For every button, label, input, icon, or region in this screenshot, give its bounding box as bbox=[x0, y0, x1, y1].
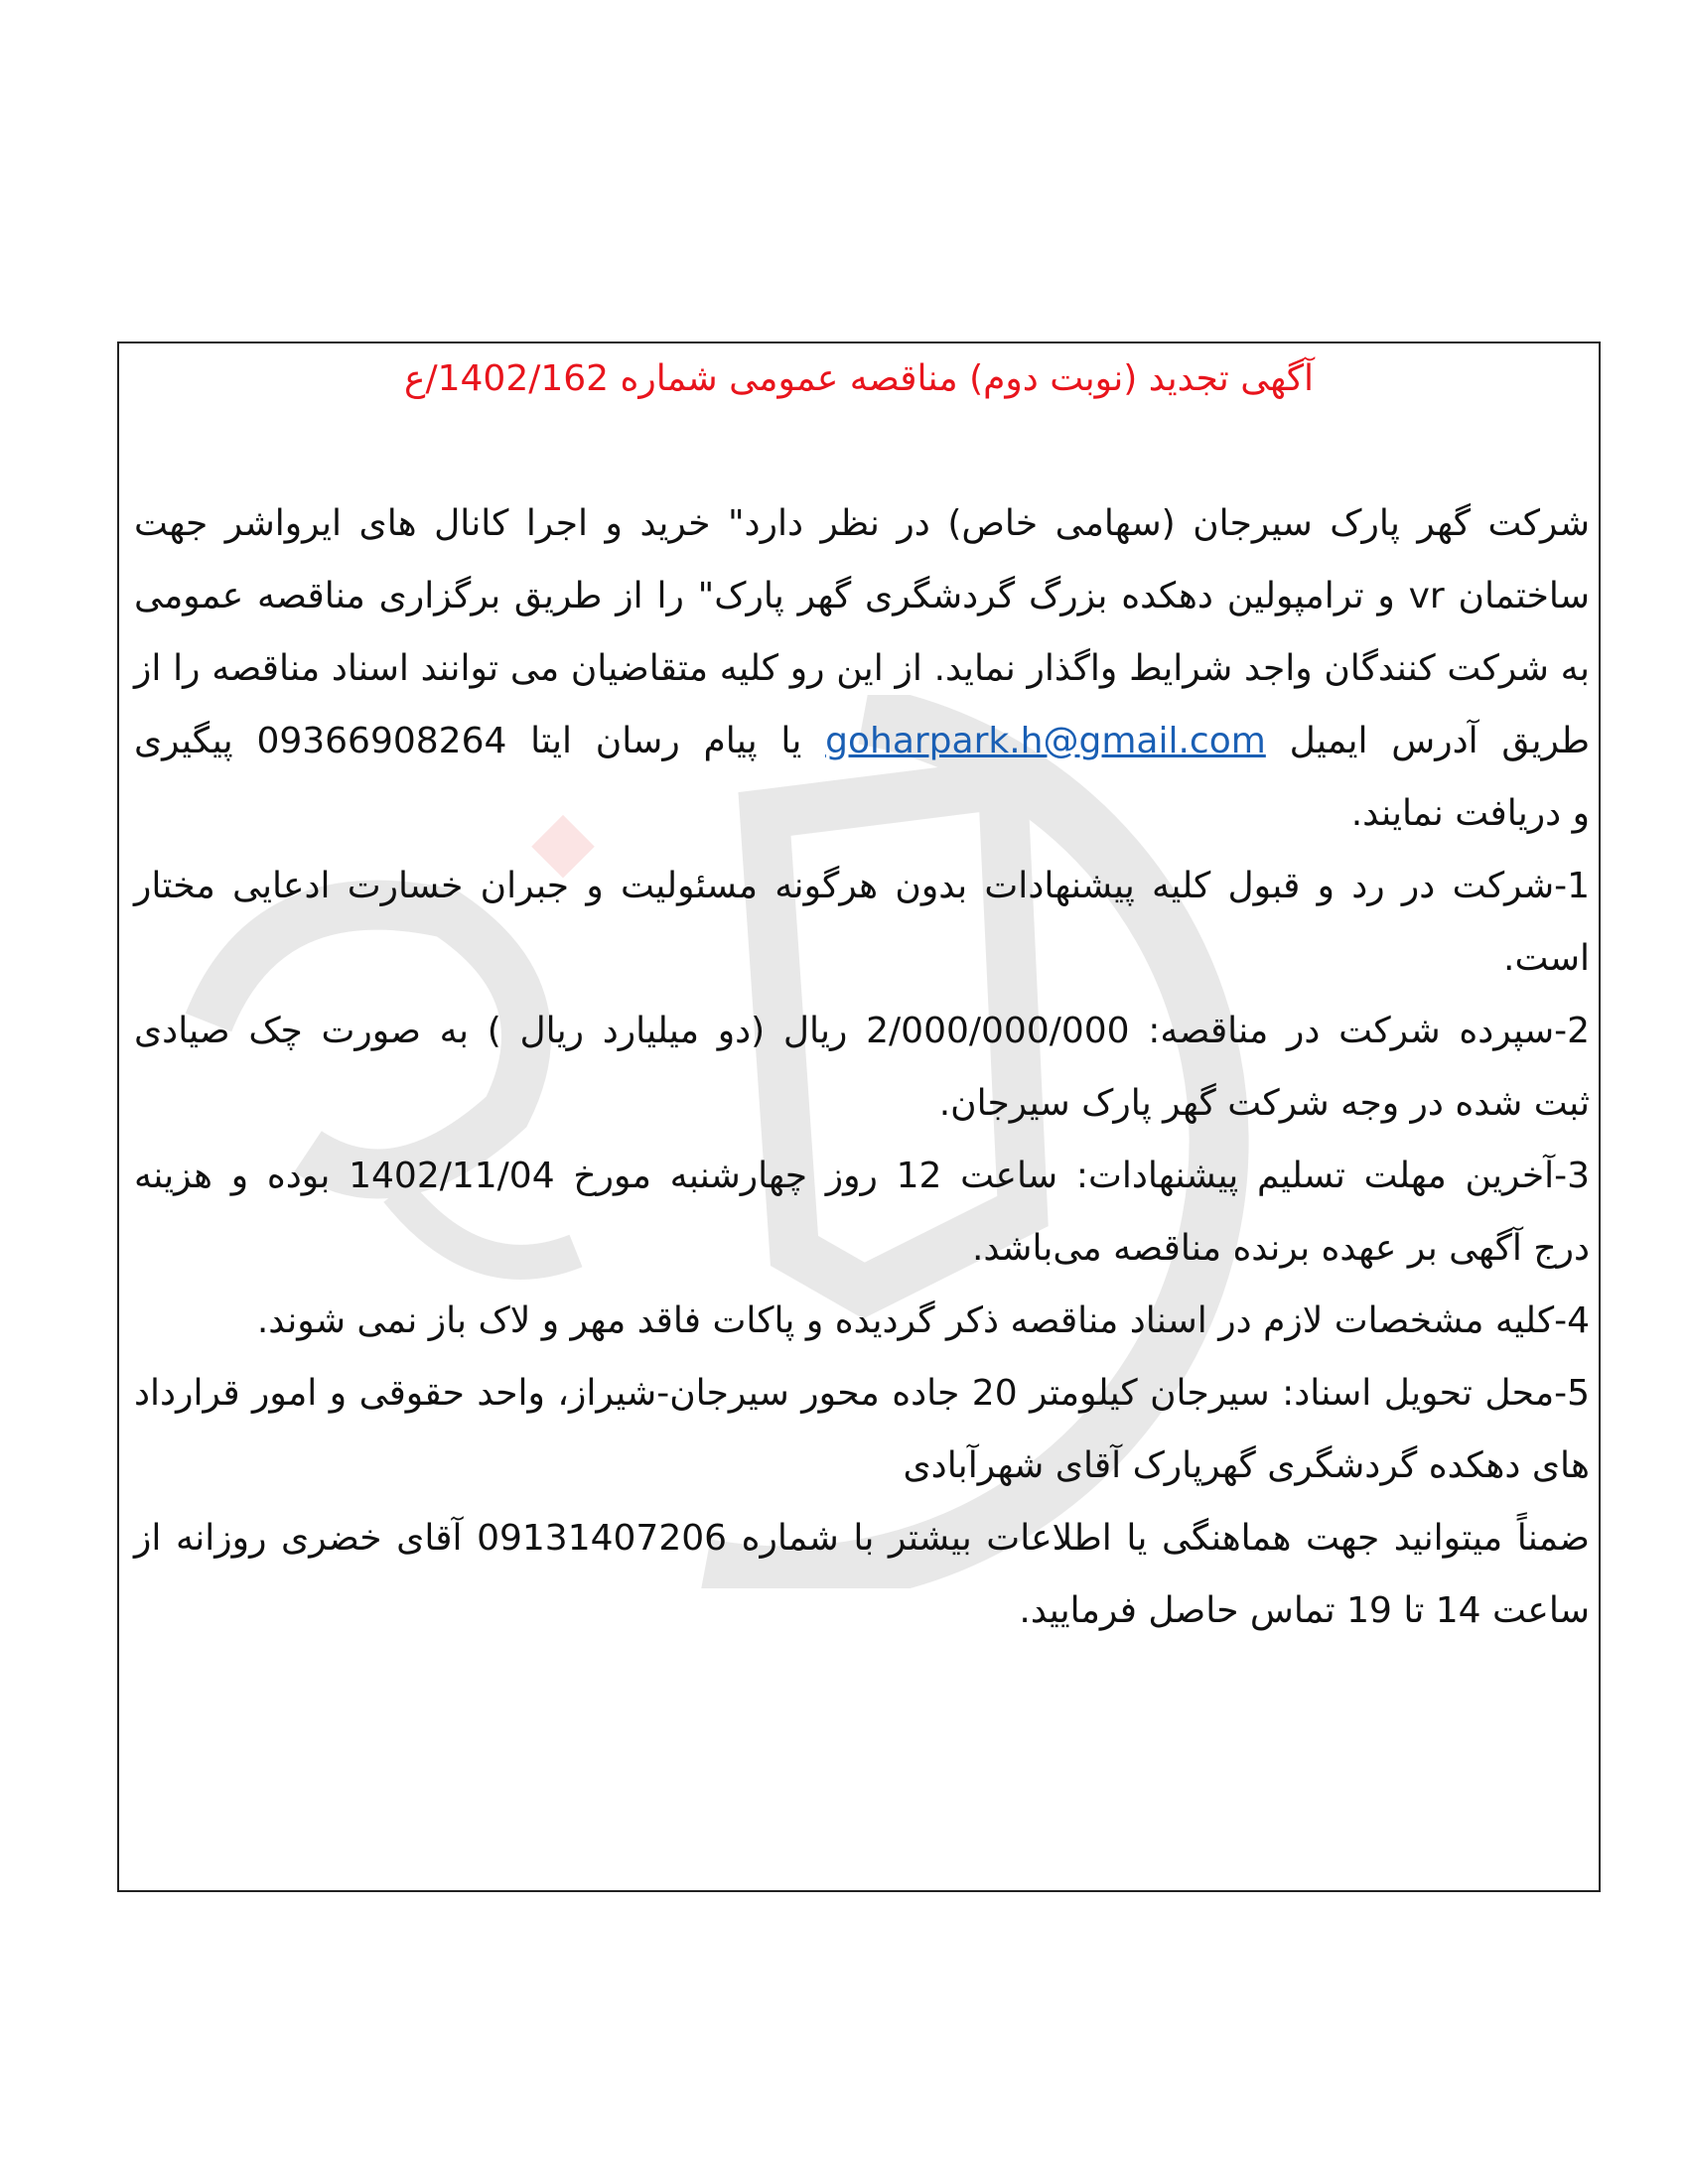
intro-line: و دریافت نمایند. bbox=[1350, 793, 1590, 834]
item-1-line: 1-شرکت در رد و قبول کلیه پیشنهادات بدون هرگونه مسئولیت و جبران خسارت ادعایی مختار bbox=[134, 866, 1590, 906]
intro-line-contact bbox=[134, 712, 1590, 771]
item-4-line: 4-کلیه مشخصات لازم در اسناد مناقصه ذکر گردیده و پاکات فاقد مهر و لاک باز نمی شوند. bbox=[256, 1300, 1590, 1341]
item-5-line: 5-محل تحویل اسناد: سیرجان کیلومتر 20 جاده محور سیرجان-شیراز، واحد حقوقی و امور قرارداد bbox=[134, 1373, 1591, 1414]
item-2-line: ثبت شده در وجه شرکت گهر پارک سیرجان. bbox=[938, 1083, 1590, 1124]
intro-line: ساختمان vr و ترامپولین دهکده بزرگ گردشگری گهر پارک" را از طریق برگزاری مناقصه عمومی bbox=[134, 576, 1590, 616]
item-3-line: درج آگهی بر عهده برنده مناقصه می‌باشد. bbox=[971, 1228, 1590, 1269]
intro-text: یا پیام رسان ایتا 09366908264 پیگیری bbox=[134, 721, 802, 761]
intro-line: شرکت گهر پارک سیرجان (سهامی خاص) در نظر دارد" خرید و اجرا کانال های ایرواشر جهت bbox=[134, 503, 1590, 544]
item-1-line: است. bbox=[1503, 938, 1590, 979]
email-link[interactable]: goharpark.h@gmail.com bbox=[825, 721, 1266, 761]
intro-line: به شرکت کنندگان واجد شرایط واگذار نماید. از این رو کلیه متقاضیان می توانند اسناد مناقصه را از bbox=[134, 648, 1590, 689]
footer-line: ساعت 14 تا 19 تماس حاصل فرمایید. bbox=[1019, 1590, 1590, 1631]
item-3-line: 3-آخرین مهلت تسلیم پیشنهادات: ساعت 12 روز چهارشنبه مورخ 1402/11/04 بوده و هزینه bbox=[134, 1156, 1590, 1196]
footer-line: ضمناً میتوانید جهت هماهنگی یا اطلاعات بیشتر با شماره 09131407206 آقای خضری روزانه از bbox=[134, 1518, 1591, 1559]
notice-title: آگهی تجدید (نوبت دوم) مناقصه عمومی شماره 1402/162/ع bbox=[404, 358, 1314, 399]
intro-text: طریق آدرس ایمیل bbox=[1289, 721, 1590, 761]
item-5-line: های دهکده گردشگری گهرپارک آقای شهرآبادی bbox=[903, 1445, 1590, 1486]
item-2-line: 2-سپرده شرکت در مناقصه: 2/000/000/000 ریال (دو میلیارد ریال ) به صورت چک صیادی bbox=[134, 1011, 1591, 1051]
